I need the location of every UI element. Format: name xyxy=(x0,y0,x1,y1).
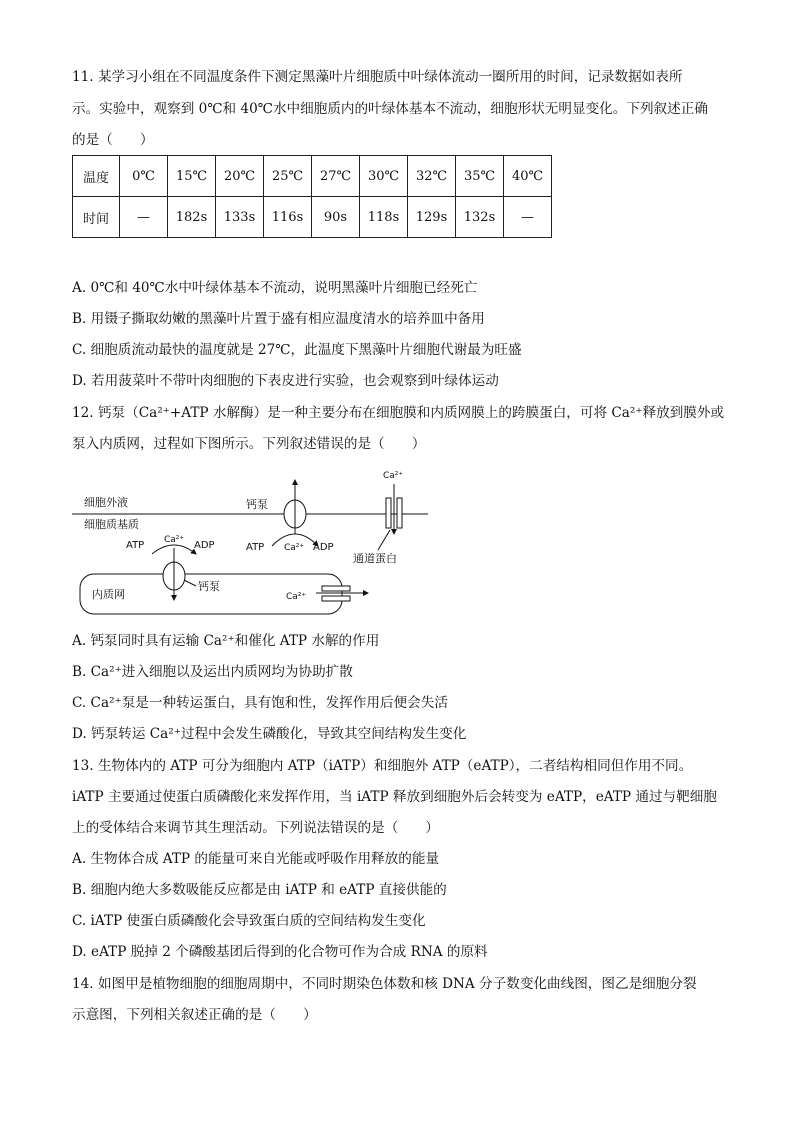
q11-option-d: D. 若用菠菜叶不带叶肉细胞的下表皮进行实验，也会观察到叶绿体运动 xyxy=(72,373,499,389)
q14-stem-line-2: 示意图，下列相关叙述正确的是（ ） xyxy=(72,1007,317,1023)
time-cell: 116s xyxy=(264,197,312,238)
er-channel-upper xyxy=(322,586,350,591)
q11-option-c: C. 细胞质流动最快的温度就是 27℃，此温度下黑藻叶片细胞代谢最为旺盛 xyxy=(72,342,522,358)
temp-cell: 20℃ xyxy=(216,156,264,197)
time-cell: 90s xyxy=(312,197,360,238)
q13-option-b: B. 细胞内绝大多数吸能反应都是由 iATP 和 eATP 直接供能的 xyxy=(72,882,447,898)
temp-cell: 0℃ xyxy=(120,156,168,197)
upper-pump-label: 钙泵 xyxy=(246,498,268,511)
temp-cell: 30℃ xyxy=(360,156,408,197)
q13-stem-line-1: 13. 生物体内的 ATP 可分为细胞内 ATP（iATP）和细胞外 ATP（eATP），二者结构相同但作用不同。 xyxy=(72,758,693,774)
channel-right-subunit xyxy=(397,498,402,528)
upper-atp-label: ATP xyxy=(246,542,265,553)
q13-option-c: C. iATP 使蛋白质磷酸化会导致蛋白质的空间结构发生变化 xyxy=(72,913,426,929)
time-cell: — xyxy=(504,197,552,238)
table-row xyxy=(73,197,552,238)
temp-cell: 25℃ xyxy=(264,156,312,197)
lower-adp-label: ADP xyxy=(194,540,215,551)
q13-option-d: D. eATP 脱掉 2 个磷酸基团后得到的化合物可作为合成 RNA 的原料 xyxy=(72,944,488,960)
er-ca-label: Ca²⁺ xyxy=(286,592,307,602)
temperature-time-table xyxy=(72,155,552,238)
q12-option-d: D. 钙泵转运 Ca²⁺过程中会发生磷酸化，导致其空间结构发生变化 xyxy=(72,726,467,742)
q13-stem-line-3: 上的受体结合来调节其生理活动。下列说法错误的是（ ） xyxy=(72,820,440,836)
row-header-temperature: 温度 xyxy=(73,156,120,197)
channel-leader-line xyxy=(378,530,390,550)
extracellular-label: 细胞外液 xyxy=(84,496,128,509)
channel-left-subunit xyxy=(386,498,391,528)
q12-stem-line-2: 泵入内质网，过程如下图所示。下列叙述错误的是（ ） xyxy=(72,436,426,452)
temp-cell: 15℃ xyxy=(168,156,216,197)
calcium-pump-diagram xyxy=(60,462,440,622)
time-cell: — xyxy=(120,197,168,238)
row-header-time: 时间 xyxy=(73,197,120,238)
time-cell: 129s xyxy=(408,197,456,238)
upper-adp-label: ADP xyxy=(313,542,334,553)
table-row xyxy=(73,156,552,197)
temp-cell: 27℃ xyxy=(312,156,360,197)
lower-ca-label: Ca²⁺ xyxy=(164,535,185,545)
q12-option-c: C. Ca²⁺泵是一种转运蛋白，具有饱和性，发挥作用后便会失活 xyxy=(72,695,448,711)
er-label: 内质网 xyxy=(92,588,125,601)
q11-stem-line-2: 示。实验中，观察到 0℃和 40℃水中细胞质内的叶绿体基本不流动，细胞形状无明显变化。下列叙述正确 xyxy=(72,101,708,117)
temp-cell: 32℃ xyxy=(408,156,456,197)
er-channel-lower xyxy=(322,596,350,601)
q13-stem-line-2: iATP 主要通过使蛋白质磷酸化来发挥作用，当 iATP 释放到细胞外后会转变为 eATP，eATP 通过与靶细胞 xyxy=(72,789,717,805)
upper-ca-label: Ca²⁺ xyxy=(284,543,305,553)
temp-cell: 40℃ xyxy=(504,156,552,197)
q11-stem-line-1: 11. 某学习小组在不同温度条件下测定黑藻叶片细胞质中叶绿体流动一圈所用的时间，记录数据如表所 xyxy=(72,69,683,85)
q12-option-a: A. 钙泵同时具有运输 Ca²⁺和催化 ATP 水解的作用 xyxy=(72,633,380,649)
lower-atp-label: ATP xyxy=(126,540,145,551)
q11-option-b: B. 用镊子撕取幼嫩的黑藻叶片置于盛有相应温度清水的培养皿中备用 xyxy=(72,311,485,327)
time-cell: 182s xyxy=(168,197,216,238)
time-cell: 133s xyxy=(216,197,264,238)
q12-option-b: B. Ca²⁺进入细胞以及运出内质网均为协助扩散 xyxy=(72,664,353,680)
temp-cell: 35℃ xyxy=(456,156,504,197)
q14-stem-line-1: 14. 如图甲是植物细胞的细胞周期中，不同时期染色体数和核 DNA 分子数变化曲线图，图乙是细胞分裂 xyxy=(72,976,697,992)
time-cell: 118s xyxy=(360,197,408,238)
time-cell: 132s xyxy=(456,197,504,238)
cytoplasm-label: 细胞质基质 xyxy=(84,518,139,531)
q13-option-a: A. 生物体合成 ATP 的能量可来自光能或呼吸作用释放的能量 xyxy=(72,851,440,867)
q12-stem-line-1: 12. 钙泵（Ca²⁺+ATP 水解酶）是一种主要分布在细胞膜和内质网膜上的跨膜蛋白，可将 Ca²⁺释放到膜外或 xyxy=(72,405,725,421)
channel-ca-label: Ca²⁺ xyxy=(383,471,404,481)
lower-pump-label: 钙泵 xyxy=(198,580,220,593)
q11-stem-line-3: 的是（ ） xyxy=(72,132,154,148)
channel-label: 通道蛋白 xyxy=(353,552,397,565)
q11-option-a: A. 0℃和 40℃水中叶绿体基本不流动，说明黑藻叶片细胞已经死亡 xyxy=(72,280,478,296)
